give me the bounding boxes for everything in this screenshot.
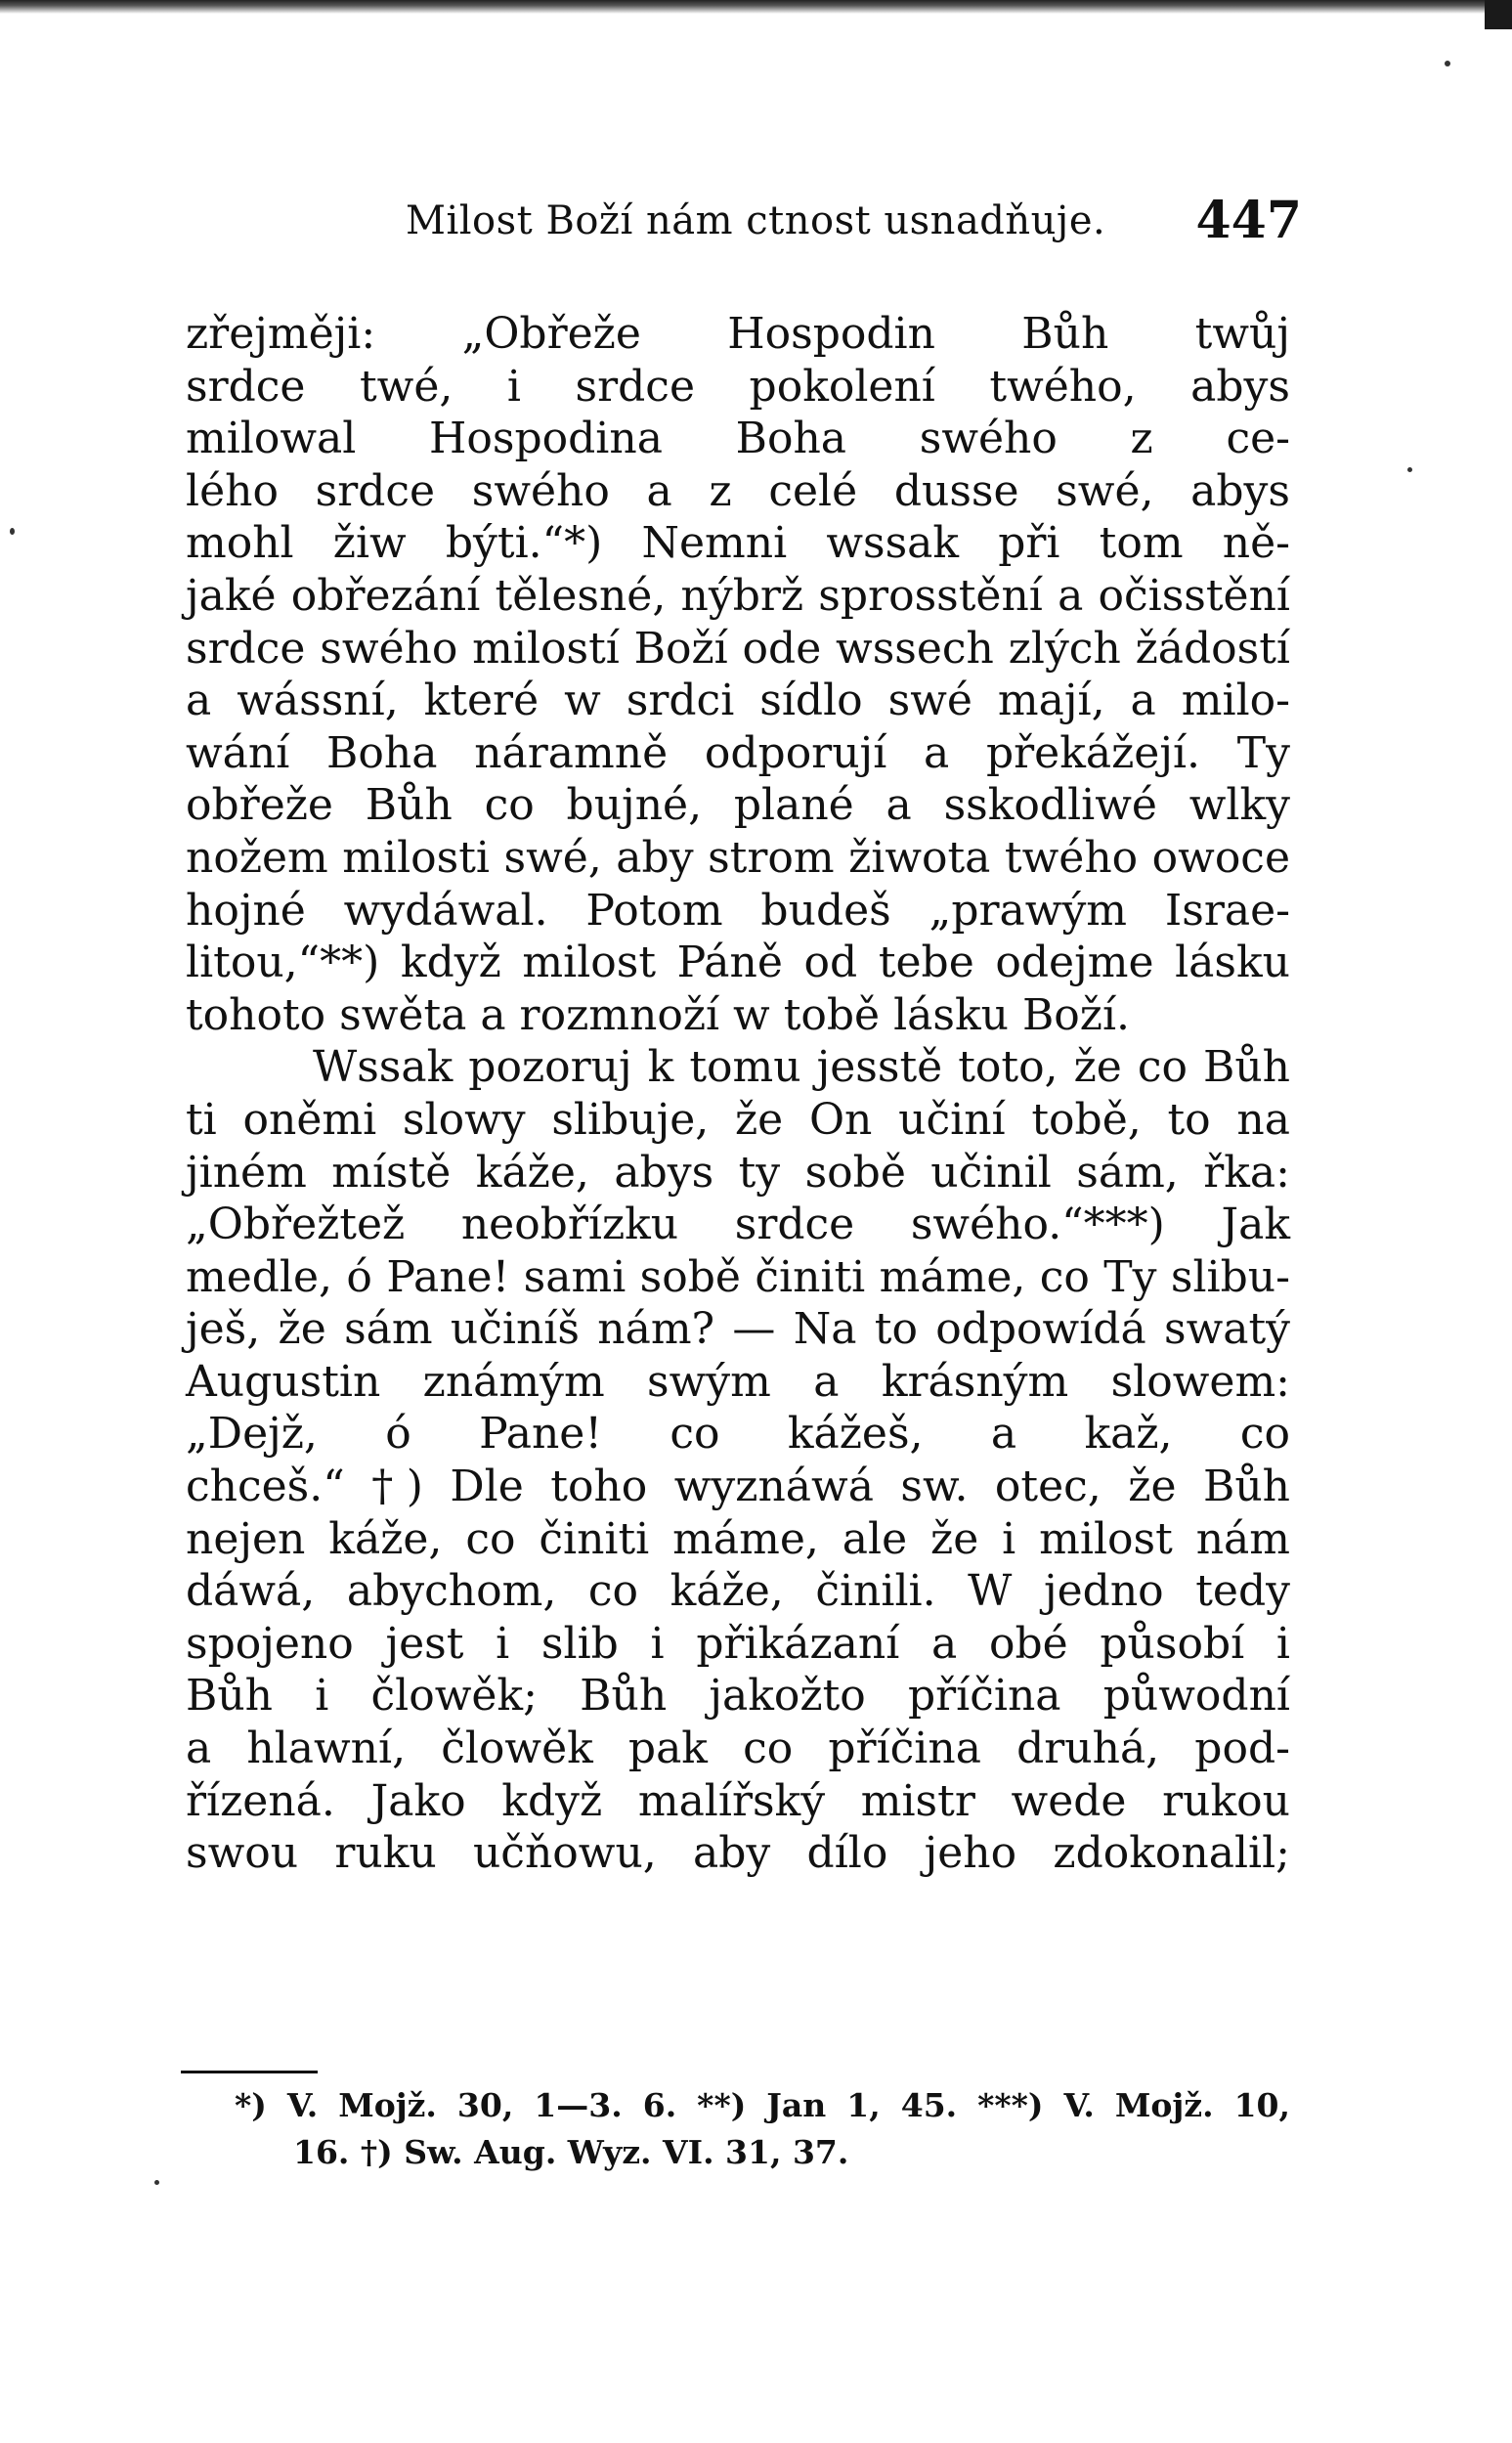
text-line: ješ, že sám učiníš nám? — Na to odpowídá swatý (186, 1304, 1290, 1355)
text-line: Wssak pozoruj k tomu jesstě toto, že co Bůh (313, 1042, 1290, 1093)
scan-top-edge (0, 0, 1512, 14)
text-line: Augustin známým swým a krásným slowem: (186, 1356, 1290, 1407)
body-text (186, 308, 1290, 1880)
text-line: obřeže Bůh co bujné, plané a sskodliwé wlky (186, 780, 1290, 831)
text-line: litou,“**) když milost Páně od tebe odejme lásku (186, 938, 1290, 988)
footnote-rule (181, 2071, 318, 2073)
text-line: nejen káže, co činiti máme, ale že i milost nám (186, 1513, 1290, 1564)
text-line: lého srdce swého a z celé dusse swé, abys (186, 465, 1290, 516)
running-head: Milost Boží nám ctnost usnadňuje. (406, 198, 1106, 243)
footnotes (235, 2082, 1290, 2176)
text-line: Bůh i člowěk; Bůh jakožto příčina půwodní (186, 1671, 1290, 1722)
scan-speck (154, 2180, 159, 2185)
text-line: a hlawní, člowěk pak co příčina druhá, pod- (186, 1723, 1290, 1774)
scan-corner-mark (1485, 0, 1512, 29)
text-line: řízená. Jako když malířský mistr wede rukou (186, 1775, 1290, 1826)
text-line: srdce swého milostí Boží ode wssech zlých žádostí (186, 623, 1290, 674)
text-line: wání Boha náramně odporují a překážejí. Ty (186, 727, 1290, 778)
text-line: jaké obřezání tělesné, nýbrž sprosstění a očisstění (186, 570, 1290, 621)
text-line: chceš.“ †) Dle toho wyznáwá sw. otec, že Bůh (186, 1461, 1290, 1512)
text-line: spojeno jest i slib i přikázaní a obé působí i (186, 1618, 1290, 1669)
text-line: a wássní, které w srdci sídlo swé mají, a milo- (186, 676, 1290, 726)
text-line: „Dejž, ó Pane! co kážeš, a kaž, co (186, 1409, 1290, 1460)
page-header (186, 191, 1302, 249)
text-line: dáwá, abychom, co káže, činili. W jedno tedy (186, 1566, 1290, 1617)
footnote-line: 16. †) Sw. Aug. Wyz. VI. 31, 37. (293, 2133, 849, 2171)
text-line: ti oněmi slowy slibuje, že On učiní tobě, to na (186, 1094, 1290, 1145)
text-line: swou ruku učňowu, aby dílo jeho zdokonalil; (186, 1828, 1290, 1879)
text-line: „Obřežtež neobřízku srdce swého.“***) Jak (186, 1200, 1290, 1250)
text-line: srdce twé, i srdce pokolení twého, abys (186, 361, 1290, 412)
text-line: milowal Hospodina Boha swého z ce- (186, 414, 1290, 464)
scan-speck (1407, 467, 1412, 472)
text-line: hojné wydáwal. Potom budeš „prawým Israe- (186, 885, 1290, 936)
page-number: 447 (1195, 191, 1302, 250)
text-line: tohoto swěta a rozmnoží w tobě lásku Boží. (186, 989, 1131, 1040)
footnote-line: *) V. Mojž. 30, 1—3. 6. **) Jan 1, 45. ***) V. Mojž. 10, (235, 2086, 1290, 2124)
text-line: jiném místě káže, abys ty sobě učinil sám, řka: (186, 1147, 1290, 1198)
text-line: zřejměji: „Obřeže Hospodin Bůh twůj (186, 309, 1290, 359)
text-line: mohl žiw býti.“*) Nemni wssak při tom ně- (186, 518, 1290, 569)
scan-speck (10, 528, 15, 535)
text-line: nožem milosti swé, aby strom žiwota twého owoce (186, 832, 1290, 883)
scan-speck (1445, 61, 1450, 66)
text-line: medle, ó Pane! sami sobě činiti máme, co Ty slibu- (186, 1251, 1290, 1302)
